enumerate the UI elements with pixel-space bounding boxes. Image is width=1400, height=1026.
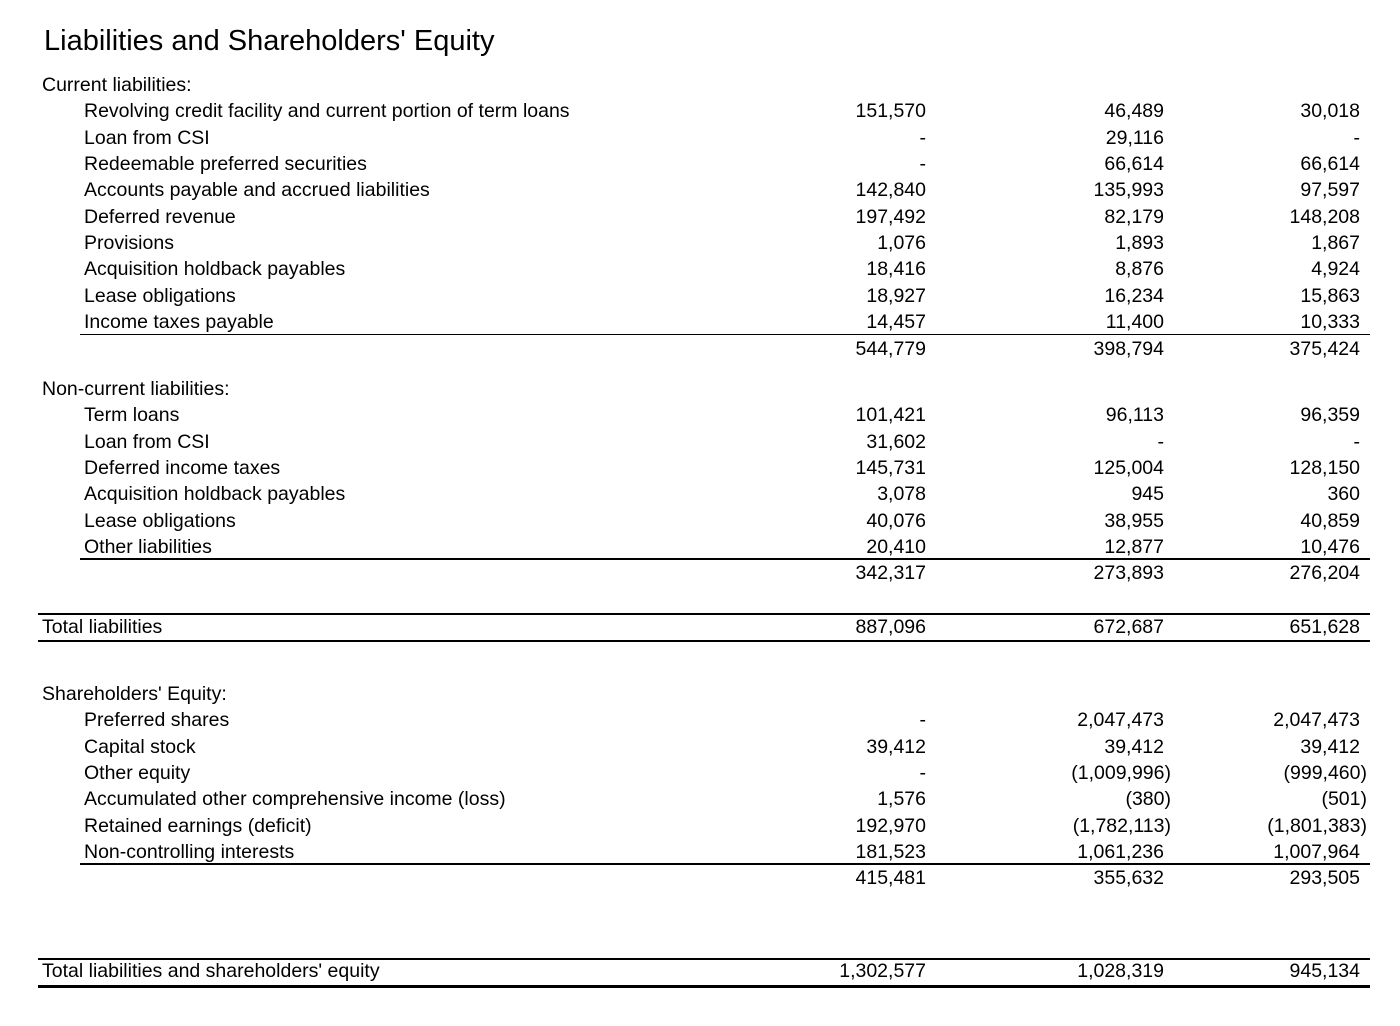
- noncurrent-liabilities-row-value-3: 10,476: [1300, 536, 1360, 559]
- shareholders-equity-row-value-1: 192,970: [855, 814, 926, 837]
- current-liabilities-row-value-1: -: [919, 126, 926, 149]
- noncurrent-liabilities-row-value-1: 40,076: [866, 509, 926, 532]
- noncurrent-liabilities-row: [0, 534, 1400, 560]
- current-liabilities-row-value-1: 1,076: [877, 232, 926, 255]
- current-liabilities-row-value-1: 151,570: [855, 100, 926, 123]
- noncurrent-liabilities-row: [0, 429, 1400, 455]
- shareholders-equity-row-value-3: (1,801,383): [1267, 814, 1367, 837]
- shareholders-equity-subtotal: [0, 865, 1400, 891]
- shareholders-equity-row-value-2: (380): [1125, 788, 1171, 811]
- noncurrent-liabilities-row-value-3: 40,859: [1300, 509, 1360, 532]
- shareholders-equity-row-value-1: 181,523: [855, 841, 926, 864]
- noncurrent-liabilities-row-value-2: -: [1157, 430, 1164, 453]
- current-liabilities-row-label: Deferred revenue: [84, 205, 236, 228]
- shareholders-equity-row-label: Other equity: [84, 762, 191, 785]
- current-liabilities-row-label: Income taxes payable: [84, 311, 274, 334]
- current-liabilities-row-label: Revolving credit facility and current portion of term loans: [84, 100, 570, 123]
- current-liabilities-row-value-2: 8,876: [1115, 258, 1164, 281]
- current-liabilities-row: [0, 125, 1400, 151]
- total-liabilities-value-3: 651,628: [1289, 616, 1360, 638]
- noncurrent-liabilities-row-label: Acquisition holdback payables: [84, 483, 346, 506]
- current-liabilities-row-value-1: -: [919, 153, 926, 176]
- shareholders-equity-row-label: Accumulated other comprehensive income (loss): [84, 788, 506, 811]
- current-liabilities-row: [0, 98, 1400, 124]
- noncurrent-liabilities-row-value-3: 360: [1327, 483, 1360, 506]
- current-liabilities-row-value-3: 1,867: [1311, 232, 1360, 255]
- current-liabilities-row-value-1: 18,927: [866, 284, 926, 307]
- current-liabilities-row-value-3: 15,863: [1300, 284, 1360, 307]
- shareholders-equity-row: [0, 707, 1400, 733]
- current-liabilities-row: [0, 283, 1400, 309]
- total-liabilities-value-2: 672,687: [1093, 616, 1164, 638]
- current-liabilities-subtotal: [0, 336, 1400, 362]
- current-liabilities-row-label: Lease obligations: [84, 284, 236, 307]
- noncurrent-liabilities-subtotal-value-3: 276,204: [1289, 562, 1360, 585]
- current-liabilities-row-value-2: 1,893: [1115, 232, 1164, 255]
- noncurrent-liabilities-row-label: Other liabilities: [84, 536, 212, 559]
- shareholders-equity-row-value-2: (1,782,113): [1072, 814, 1171, 837]
- noncurrent-liabilities-row-value-2: 12,877: [1104, 536, 1164, 559]
- current-liabilities-row-value-1: 18,416: [866, 258, 926, 281]
- total-liabilities-and-equity-value-1: 1,302,577: [839, 960, 926, 982]
- noncurrent-liabilities-row: [0, 402, 1400, 428]
- noncurrent-liabilities-row-value-1: 31,602: [866, 430, 926, 453]
- current-liabilities-subtotal-value-2: 398,794: [1093, 337, 1164, 360]
- current-liabilities-row-value-2: 135,993: [1093, 179, 1164, 202]
- current-liabilities-heading: [0, 72, 1400, 98]
- current-liabilities-row-value-2: 46,489: [1104, 100, 1164, 123]
- shareholders-equity-row-value-3: (501): [1321, 788, 1367, 811]
- shareholders-equity-row: [0, 786, 1400, 812]
- total-liabilities-and-equity-label: Total liabilities and shareholders' equity: [42, 960, 380, 982]
- current-liabilities-row-value-2: 82,179: [1104, 205, 1164, 228]
- current-liabilities-heading-label: Current liabilities:: [42, 74, 192, 96]
- current-liabilities-row-value-3: 30,018: [1300, 100, 1360, 123]
- noncurrent-liabilities-subtotal-value-2: 273,893: [1093, 562, 1164, 585]
- shareholders-equity-row-value-2: 2,047,473: [1077, 709, 1164, 732]
- current-liabilities-row-value-3: -: [1353, 126, 1360, 149]
- total-liabilities-bottom-rule: [38, 640, 1370, 642]
- noncurrent-liabilities-row-label: Term loans: [84, 404, 180, 427]
- noncurrent-liabilities-row-value-1: 20,410: [866, 536, 926, 559]
- current-liabilities-row: [0, 177, 1400, 203]
- shareholders-equity-row-label: Capital stock: [84, 735, 196, 758]
- current-liabilities-row-label: Acquisition holdback payables: [84, 258, 346, 281]
- shareholders-equity-row: [0, 839, 1400, 865]
- shareholders-equity-row-label: Preferred shares: [84, 709, 230, 732]
- total-liabilities-label: Total liabilities: [42, 616, 163, 638]
- current-liabilities-row-value-2: 29,116: [1105, 126, 1164, 149]
- current-liabilities-row-value-1: 142,840: [855, 179, 926, 202]
- shareholders-equity-row-value-1: -: [919, 762, 926, 785]
- shareholders-equity-row-value-1: 39,412: [866, 735, 926, 758]
- current-liabilities-row-value-3: 97,597: [1300, 179, 1360, 202]
- current-liabilities-row-value-1: 14,457: [866, 311, 926, 334]
- noncurrent-liabilities-row-label: Lease obligations: [84, 509, 236, 532]
- noncurrent-liabilities-row-value-1: 101,421: [855, 404, 926, 427]
- current-liabilities-row-value-3: 66,614: [1300, 153, 1360, 176]
- current-liabilities-subtotal-value-1: 544,779: [855, 337, 926, 360]
- noncurrent-liabilities-subtotal-value-1: 342,317: [855, 562, 926, 585]
- noncurrent-liabilities-row: [0, 481, 1400, 507]
- noncurrent-liabilities-row-value-2: 96,113: [1105, 404, 1164, 427]
- shareholders-equity-row-value-3: 2,047,473: [1273, 709, 1360, 732]
- shareholders-equity-row-value-3: (999,460): [1283, 762, 1367, 785]
- current-liabilities-row-value-3: 10,333: [1300, 311, 1360, 334]
- shareholders-equity-row: [0, 760, 1400, 786]
- total-liabilities: [0, 614, 1400, 640]
- total-liabilities-value-1: 887,096: [855, 616, 926, 638]
- current-liabilities-row-value-1: 197,492: [855, 205, 926, 228]
- noncurrent-liabilities-row-value-2: 945: [1131, 483, 1164, 506]
- current-liabilities-row: [0, 256, 1400, 282]
- grand-total-bottom-rule: [38, 985, 1370, 988]
- current-liabilities-row: [0, 204, 1400, 230]
- shareholders-equity-row-value-1: 1,576: [877, 788, 926, 811]
- shareholders-equity-row-value-2: (1,009,996): [1071, 762, 1171, 785]
- current-liabilities-row-label: Redeemable preferred securities: [84, 153, 367, 176]
- noncurrent-liabilities-row-label: Loan from CSI: [84, 430, 210, 453]
- current-liabilities-subtotal-value-3: 375,424: [1289, 337, 1360, 360]
- shareholders-equity-row-value-3: 1,007,964: [1273, 841, 1360, 864]
- shareholders-equity-row: [0, 813, 1400, 839]
- total-liabilities-and-equity: [0, 958, 1400, 984]
- current-liabilities-row-value-2: 16,234: [1104, 284, 1164, 307]
- shareholders-equity-row-label: Non-controlling interests: [84, 841, 295, 864]
- noncurrent-liabilities-heading: [0, 376, 1400, 402]
- current-liabilities-row-value-2: 11,400: [1105, 311, 1164, 334]
- shareholders-equity-subtotal-value-3: 293,505: [1289, 867, 1360, 890]
- shareholders-equity-row-label: Retained earnings (deficit): [84, 814, 312, 837]
- shareholders-equity-subtotal-value-2: 355,632: [1093, 867, 1164, 890]
- current-liabilities-row-label: Loan from CSI: [84, 126, 210, 149]
- current-liabilities-row-value-3: 4,924: [1311, 258, 1360, 281]
- noncurrent-liabilities-row-value-3: -: [1353, 430, 1360, 453]
- current-liabilities-row: [0, 151, 1400, 177]
- total-liabilities-and-equity-value-2: 1,028,319: [1077, 960, 1164, 982]
- shareholders-equity-row-value-2: 39,412: [1104, 735, 1164, 758]
- page-title: Liabilities and Shareholders' Equity: [44, 25, 495, 57]
- total-liabilities-and-equity-value-3: 945,134: [1289, 960, 1360, 982]
- shareholders-equity-row-value-2: 1,061,236: [1077, 841, 1164, 864]
- noncurrent-liabilities-subtotal: [0, 560, 1400, 586]
- noncurrent-liabilities-row-value-2: 125,004: [1093, 457, 1164, 480]
- current-liabilities-row-value-2: 66,614: [1104, 153, 1164, 176]
- noncurrent-liabilities-row: [0, 455, 1400, 481]
- noncurrent-liabilities-row-label: Deferred income taxes: [84, 457, 281, 480]
- noncurrent-liabilities-row-value-1: 3,078: [877, 483, 926, 506]
- current-liabilities-row-value-3: 148,208: [1289, 205, 1360, 228]
- noncurrent-liabilities-heading-label: Non-current liabilities:: [42, 378, 230, 400]
- noncurrent-liabilities-row-value-3: 96,359: [1300, 404, 1360, 427]
- noncurrent-liabilities-row: [0, 508, 1400, 534]
- noncurrent-liabilities-row-value-2: 38,955: [1104, 509, 1164, 532]
- shareholders-equity-row-value-3: 39,412: [1300, 735, 1360, 758]
- shareholders-equity-subtotal-value-1: 415,481: [855, 867, 926, 890]
- noncurrent-liabilities-row-value-1: 145,731: [855, 457, 926, 480]
- current-liabilities-row-label: Provisions: [84, 232, 174, 255]
- current-liabilities-row-label: Accounts payable and accrued liabilities: [84, 179, 430, 202]
- shareholders-equity-row: [0, 734, 1400, 760]
- shareholders-equity-heading-label: Shareholders' Equity:: [42, 683, 227, 705]
- noncurrent-liabilities-row-value-3: 128,150: [1289, 457, 1360, 480]
- shareholders-equity-row-value-1: -: [919, 709, 926, 732]
- current-liabilities-row: [0, 230, 1400, 256]
- current-liabilities-row: [0, 309, 1400, 335]
- shareholders-equity-heading: [0, 681, 1400, 707]
